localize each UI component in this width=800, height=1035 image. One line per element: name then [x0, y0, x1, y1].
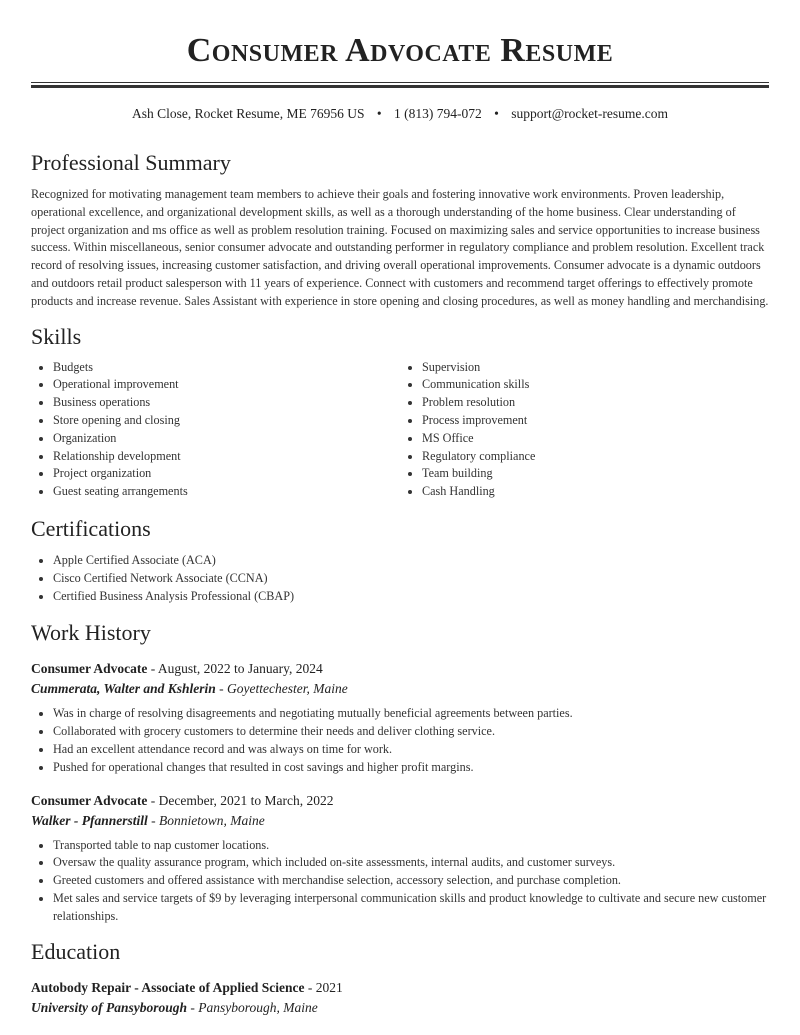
skill-item: • Problem resolution [422, 394, 769, 412]
skill-item: • Store opening and closing [53, 412, 400, 430]
certifications-heading: Certifications [31, 515, 151, 541]
skill-item: • Guest seating arrangements [53, 483, 400, 501]
job-duty: • Collaborated with grocery customers to determine their needs and deliver clothing service. [53, 723, 769, 741]
job-duty: • Oversaw the quality assurance program, which included on-site assessments, internal audits, and customer surveys. [53, 854, 769, 872]
skill-item: • Organization [53, 430, 400, 448]
degree-year: - 2021 [304, 979, 343, 995]
skills-right-list [400, 359, 769, 501]
job-duty: • Pushed for operational changes that resulted in cost savings and higher profit margins. [53, 759, 769, 777]
work-history-heading: Work History [31, 620, 151, 646]
employer-line [31, 679, 769, 699]
employer-name: Walker - Pfannerstill [31, 812, 148, 828]
job-title-line [31, 659, 769, 679]
job-duties-list [31, 837, 769, 926]
school-name: University of Pansyborough [31, 999, 188, 1015]
school-line [31, 998, 769, 1018]
resume-title: Consumer Advocate Resume [186, 32, 614, 69]
education-heading: Education [31, 938, 121, 964]
job-duty: • Transported table to nap customer locations. [53, 837, 769, 855]
job-duty: • Had an excellent attendance record and was always on time for work. [53, 741, 769, 759]
job-duty: • Was in charge of resolving disagreements and negotiating mutually beneficial agreements between parties. [53, 705, 769, 723]
skill-item: • Team building [422, 465, 769, 483]
skills-columns [31, 359, 769, 501]
skill-item: • Regulatory compliance [422, 448, 769, 466]
contact-email: support@rocket-resume.com [511, 106, 668, 121]
job-dates: - December, 2021 to March, 2022 [147, 792, 334, 808]
employer-name: Cummerata, Walter and Kshlerin [31, 681, 216, 697]
job-title-line [31, 791, 769, 811]
contact-separator: • [376, 106, 382, 121]
contact-line [31, 105, 769, 123]
certifications-list [31, 552, 769, 605]
skill-item: • Communication skills [422, 376, 769, 394]
skills-left-list [31, 359, 400, 501]
job-title: Consumer Advocate [31, 792, 148, 808]
job-duty: • Met sales and service targets of $9 by leveraging interpersonal communication skills and product knowledge to cultivate and secure new customer relationships. [53, 890, 769, 926]
skill-item: • Operational improvement [53, 376, 400, 394]
job-dates: - August, 2022 to January, 2024 [147, 661, 323, 677]
skill-item: • Process improvement [422, 412, 769, 430]
skills-heading: Skills [31, 323, 82, 349]
title-divider-thick [31, 85, 769, 88]
skill-item: • Supervision [422, 359, 769, 377]
summary-heading: Professional Summary [31, 150, 231, 175]
contact-address: Ash Close, Rocket Resume, ME 76956 US [132, 106, 365, 121]
skill-item: • Budgets [53, 359, 400, 377]
job-entry [31, 791, 769, 926]
job-entry [31, 659, 769, 776]
skill-item: • Project organization [53, 465, 400, 483]
skill-item: • MS Office [422, 430, 769, 448]
employer-line [31, 811, 769, 831]
summary-text: Recognized for motivating management team members to achieve their goals and fostering innovative work environments. Proven leadership, operational excellence, and organizational development skills, as well as a thorough understanding of the home business. Clear understanding of project organization and ms office as well as problem resolution training. Focused on maximizing sales and service opportunities to increase business success. Within miscellaneous, senior consumer advocate and outstanding performer in regulatory compliance and problem resolution. Excellent track record of resolving issues, increasing customer satisfaction, and driving overall operational improvements. Consumer advocate is a dynamic outdoors and outdoors retail product salesperson with 11 years of experience. Connect with customers and recommend target offerings to effectively promote products and increase revenue. Sales Assistant with experience in store opening and closing procedures, as well as money handling and merchandising. [31, 187, 769, 308]
employer-location: - Goyettechester, Maine [215, 681, 348, 697]
skill-item: • Relationship development [53, 448, 400, 466]
certification-item: • Apple Certified Associate (ACA) [53, 552, 769, 570]
job-duty: • Greeted customers and offered assistance with merchandise selection, accessory selection, and purchase completion. [53, 872, 769, 890]
skill-item: • Business operations [53, 394, 400, 412]
employer-location: - Bonnietown, Maine [147, 812, 265, 828]
degree-line [31, 978, 769, 998]
job-title: Consumer Advocate [31, 661, 148, 677]
certification-item: • Cisco Certified Network Associate (CCNA) [53, 570, 769, 588]
certification-item: • Certified Business Analysis Professional (CBAP) [53, 588, 769, 606]
title-divider [31, 82, 769, 83]
contact-phone: 1 (813) 794-072 [393, 106, 482, 121]
contact-separator: • [494, 106, 499, 121]
degree-name: Autobody Repair - Associate of Applied Science [31, 979, 305, 995]
skill-item: • Cash Handling [422, 483, 769, 501]
school-location: - Pansyborough, Maine [187, 999, 318, 1015]
job-duties-list [31, 705, 769, 776]
